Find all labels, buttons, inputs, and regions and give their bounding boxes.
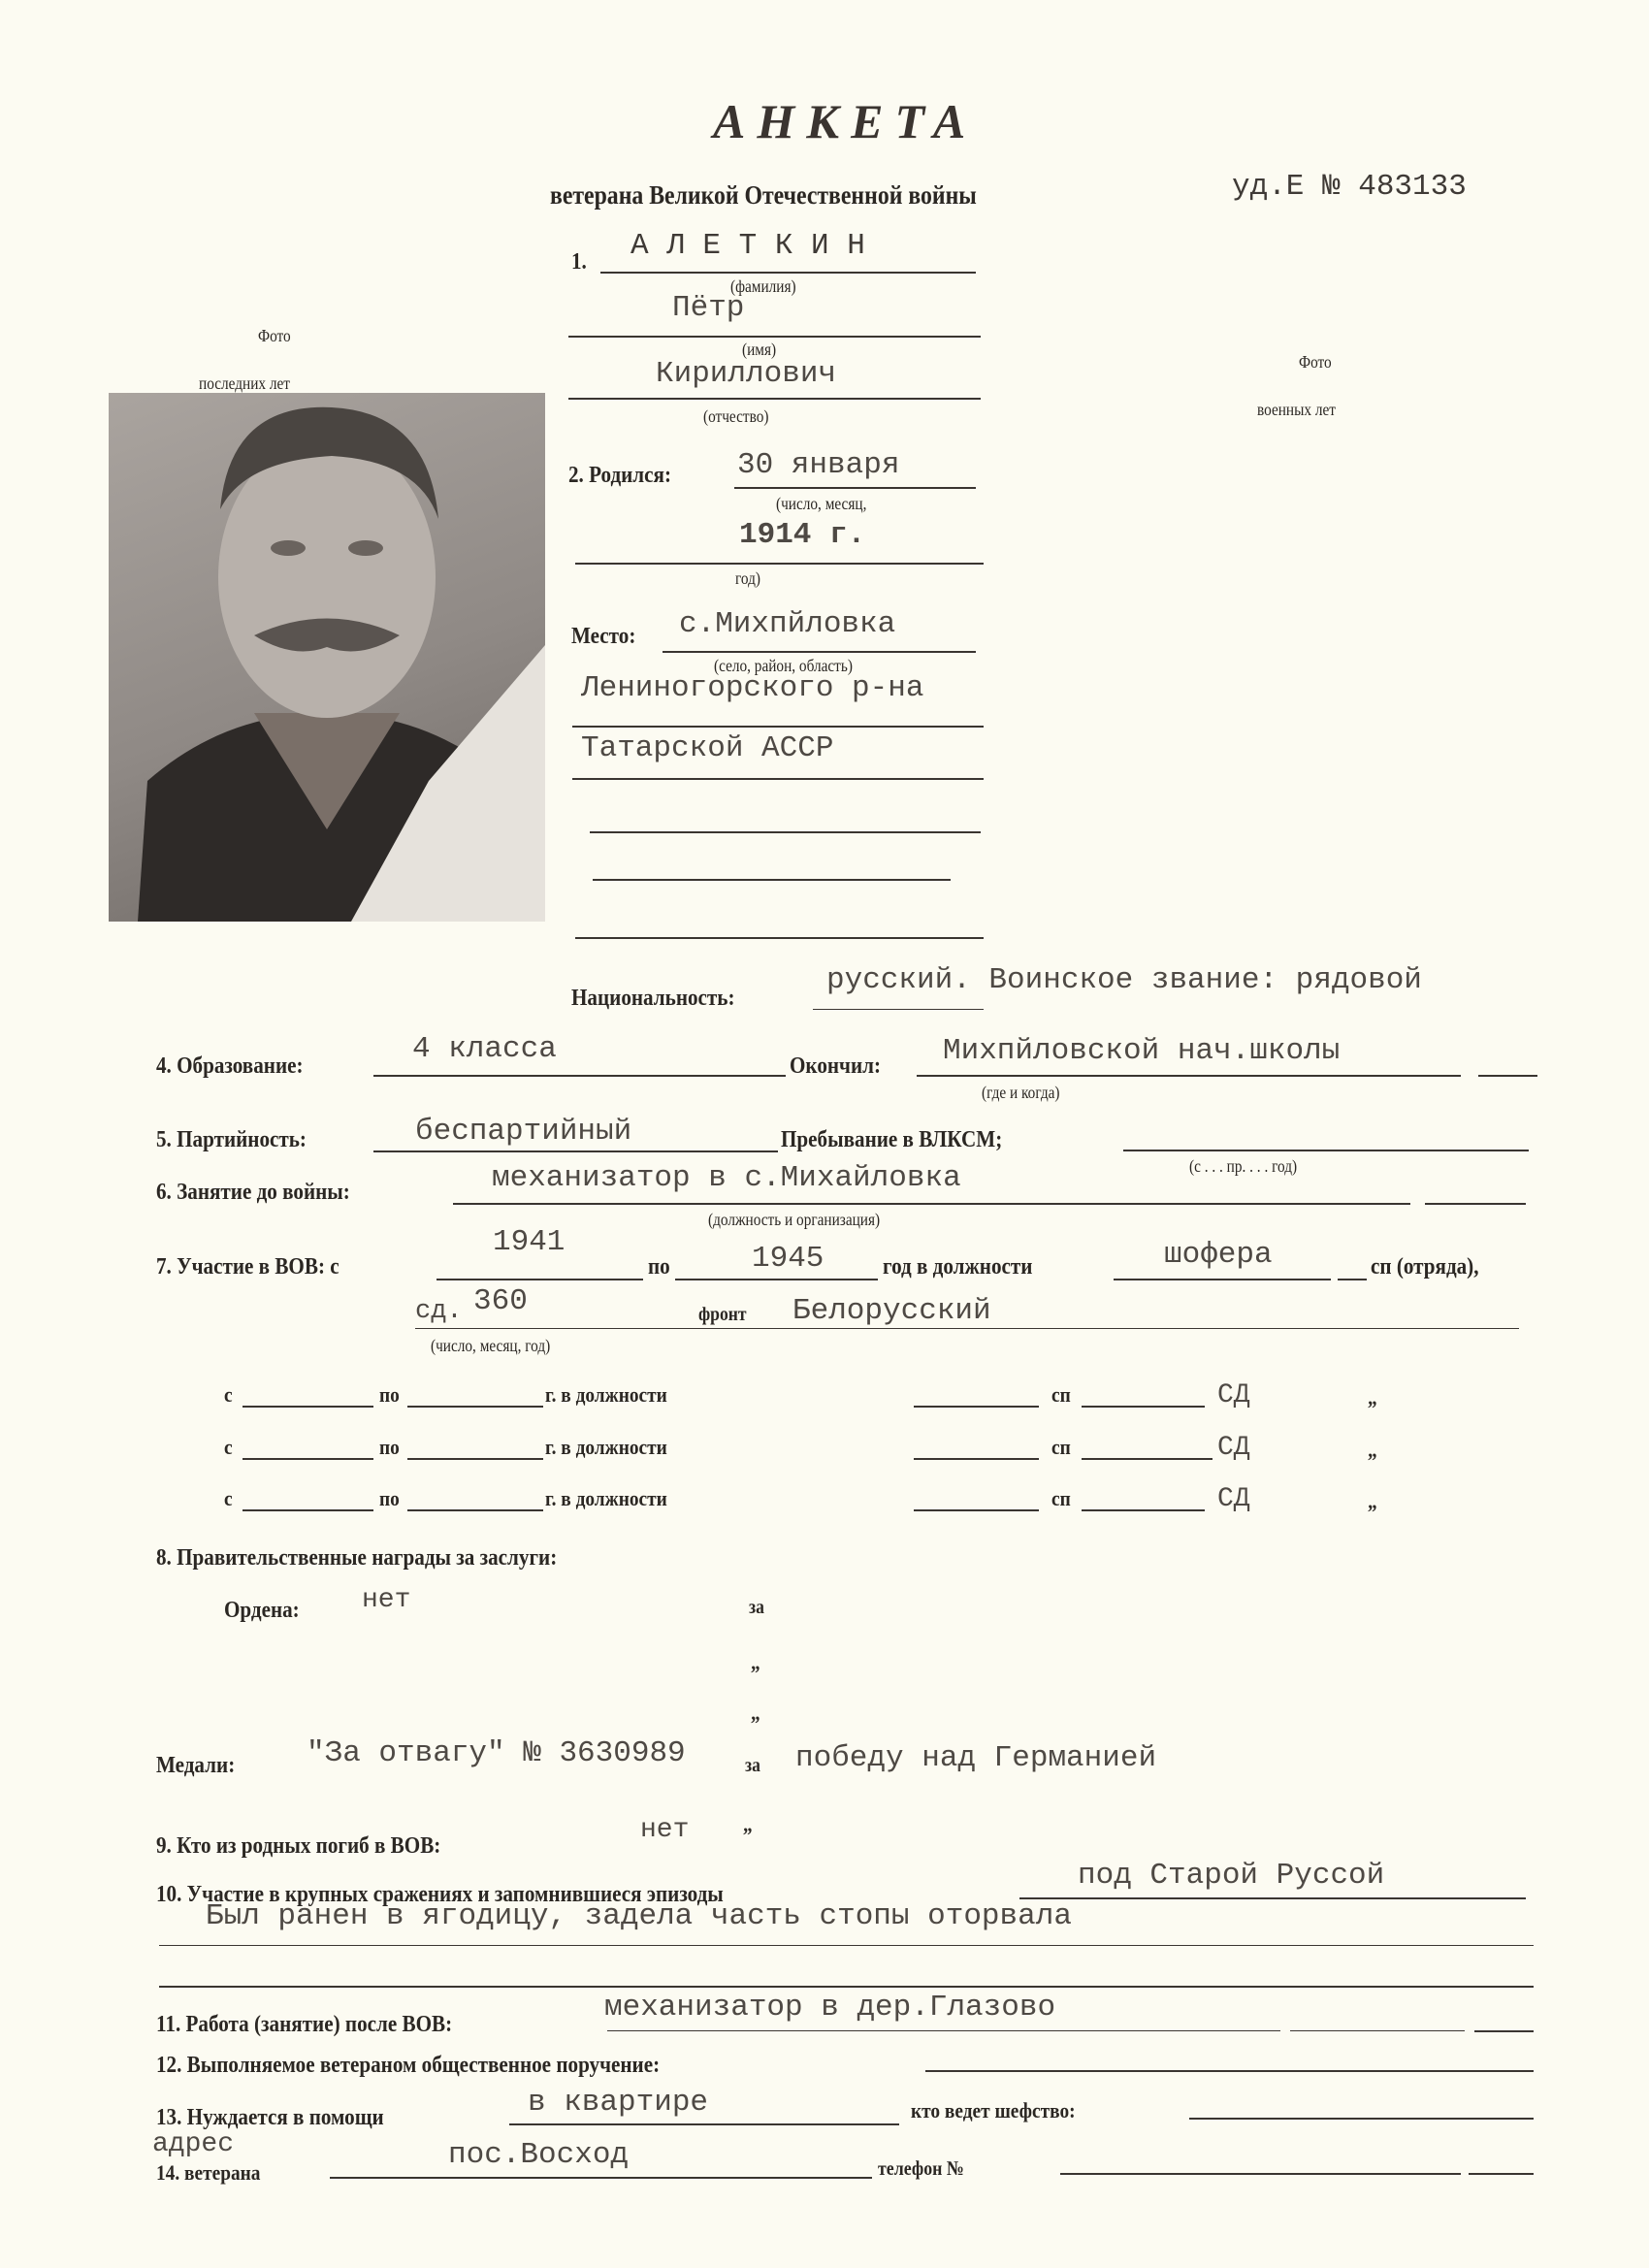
row-position-label: г. в должности xyxy=(545,1486,667,1510)
education-field[interactable]: 4 класса xyxy=(412,1032,557,1066)
field-underline xyxy=(415,1328,1519,1329)
ww2-position-field[interactable]: шофера xyxy=(1164,1238,1273,1272)
field-underline xyxy=(407,1509,543,1511)
medals-za: за xyxy=(745,1755,760,1776)
field-underline xyxy=(373,1150,778,1152)
education-label: 4. Образование: xyxy=(156,1053,304,1079)
field-underline xyxy=(242,1406,373,1408)
phone-label: телефон № xyxy=(878,2156,964,2180)
row-sp-label: сп xyxy=(1051,1486,1071,1510)
field-underline xyxy=(914,1509,1039,1511)
finished-hint: (где и когда) xyxy=(982,1083,1060,1102)
nationality-label: Национальность: xyxy=(571,986,735,1011)
medal-2-field[interactable]: победу над Германией xyxy=(795,1741,1157,1775)
birth-year-field[interactable]: 1914 г. xyxy=(739,518,866,552)
field-underline xyxy=(1189,2118,1534,2120)
photo-recent-label-2: последних лет xyxy=(199,373,290,393)
field-underline xyxy=(675,1279,878,1280)
place-field-1[interactable]: с.Михпйловка xyxy=(679,607,896,641)
row-sd-label: СД xyxy=(1217,1484,1250,1514)
finished-field[interactable]: Михпйловской нач.школы xyxy=(943,1034,1341,1068)
field-underline xyxy=(1082,1458,1212,1460)
row-position-label: г. в должности xyxy=(545,1435,667,1459)
field-underline xyxy=(663,651,976,653)
field-underline xyxy=(1290,2030,1465,2031)
relatives-lost-field[interactable]: нет xyxy=(640,1815,690,1845)
birth-date-field[interactable]: 30 января xyxy=(737,448,900,482)
address-field[interactable]: пос.Восход xyxy=(448,2138,630,2172)
field-underline xyxy=(734,487,976,489)
birth-date-hint: (число, месяц, xyxy=(776,494,867,513)
field-underline xyxy=(568,398,981,400)
medal-1-field[interactable]: "За отвагу" № 3630989 xyxy=(307,1736,686,1770)
row-from-label: с xyxy=(224,1486,233,1510)
row-from-label: с xyxy=(224,1435,233,1459)
field-underline xyxy=(572,778,984,780)
field-underline xyxy=(1469,2173,1534,2175)
ww2-label: 7. Участие в ВОВ: с xyxy=(156,1254,340,1280)
name-field[interactable]: Пётр xyxy=(672,291,745,325)
field-underline xyxy=(407,1458,543,1460)
ww2-position-label: год в должности xyxy=(883,1254,1033,1280)
field-underline xyxy=(436,1279,643,1280)
field-underline xyxy=(453,1203,1410,1205)
prewar-job-label: 6. Занятие до войны: xyxy=(156,1180,350,1205)
row-from-label: с xyxy=(224,1382,233,1407)
orders-ditto-1: „ xyxy=(751,1650,760,1674)
needs-help-label: 13. Нуждается в помощи xyxy=(156,2105,384,2130)
finished-label: Окончил: xyxy=(790,1053,882,1079)
relatives-ditto: „ xyxy=(743,1812,753,1836)
field-underline xyxy=(1425,1203,1526,1205)
medals-label: Медали: xyxy=(156,1753,236,1778)
party-label: 5. Партийность: xyxy=(156,1127,307,1152)
orders-label: Ордена: xyxy=(224,1598,300,1623)
field-underline xyxy=(1060,2173,1461,2175)
form-title: АНКЕТА xyxy=(713,94,978,148)
battles-label: 10. Участие в крупных сражениях и запомнившиеся эпизоды xyxy=(156,1882,724,1907)
field-underline xyxy=(914,1458,1039,1460)
place-field-2[interactable]: Лениногорского р-на xyxy=(581,671,924,705)
field-underline xyxy=(1082,1509,1205,1511)
field-underline xyxy=(575,563,984,565)
veteran-photo xyxy=(109,393,545,922)
address-prefix: адрес xyxy=(152,2129,235,2159)
field-underline xyxy=(242,1509,373,1511)
place-field-3[interactable]: Татарской АССР xyxy=(581,731,834,765)
field-underline xyxy=(568,336,981,338)
prewar-job-hint: (должность и организация) xyxy=(708,1210,881,1229)
field-underline xyxy=(159,1986,1534,1988)
row-position-label: г. в должности xyxy=(545,1382,667,1407)
row-sp-label: сп xyxy=(1051,1382,1071,1407)
ww2-unit-label: сп (отряда), xyxy=(1371,1254,1479,1280)
party-field[interactable]: беспартийный xyxy=(415,1115,632,1149)
name-hint: (имя) xyxy=(742,340,777,359)
place-hint: (село, район, область) xyxy=(714,656,853,675)
ww2-from-field[interactable]: 1941 xyxy=(493,1225,566,1259)
ww2-to-label: по xyxy=(648,1254,670,1280)
row-to-label: по xyxy=(379,1382,400,1407)
place-label: Место: xyxy=(571,624,636,649)
field-underline xyxy=(813,1009,984,1010)
field-underline xyxy=(607,2030,1280,2031)
birth-year-hint: год) xyxy=(735,568,760,588)
field-underline xyxy=(1478,1075,1537,1077)
id-number: уд.Е № 483133 xyxy=(1232,170,1467,204)
row-ditto: „ xyxy=(1368,1438,1377,1462)
form-subtitle: ветерана Великой Отечественной войны xyxy=(550,180,977,210)
field-underline xyxy=(925,2070,1534,2072)
orders-ditto-2: „ xyxy=(751,1701,760,1725)
needs-help-field[interactable]: в квартире xyxy=(528,2086,709,2120)
field-underline xyxy=(509,2123,899,2125)
row-to-label: по xyxy=(379,1435,400,1459)
vlksm-label: Пребывание в ВЛКСМ; xyxy=(781,1127,1003,1152)
surname-field[interactable]: А Л Е Т К И Н xyxy=(630,229,865,263)
ww2-to-field[interactable]: 1945 xyxy=(752,1242,824,1276)
field-underline xyxy=(917,1075,1461,1077)
postwar-job-label: 11. Работа (занятие) после ВОВ: xyxy=(156,2012,453,2037)
row-ditto: „ xyxy=(1368,1385,1377,1409)
battles-field-2[interactable]: Был ранен в ягодицу, задела часть стопы оторвала xyxy=(206,1899,1072,1933)
field-underline xyxy=(330,2177,872,2179)
field-underline xyxy=(575,937,984,939)
field-underline xyxy=(1338,1279,1367,1280)
photo-military-label: Фото xyxy=(1299,352,1332,372)
field-underline xyxy=(1474,2030,1534,2032)
orders-field[interactable]: нет xyxy=(362,1585,411,1615)
ww2-hint: (число, месяц, год) xyxy=(431,1336,551,1355)
field-underline xyxy=(373,1075,786,1077)
field-underline xyxy=(242,1458,373,1460)
field-underline xyxy=(572,726,984,728)
battles-field-1[interactable]: под Старой Руссой xyxy=(1078,1859,1385,1893)
division-field[interactable]: 360 xyxy=(473,1284,528,1318)
public-duty-label: 12. Выполняемое ветераном общественное поручение: xyxy=(156,2053,661,2078)
photo-recent-label: Фото xyxy=(258,326,291,345)
surname-hint: (фамилия) xyxy=(730,276,796,296)
patronymic-hint: (отчество) xyxy=(703,406,769,426)
field-underline xyxy=(1114,1279,1331,1280)
orders-za: за xyxy=(749,1597,764,1618)
field-underline xyxy=(1123,1150,1529,1151)
field-underline xyxy=(407,1406,543,1408)
field-underline xyxy=(600,272,976,274)
field-underline xyxy=(159,1945,1534,1946)
field-underline xyxy=(593,879,951,881)
q1-number: 1. xyxy=(571,249,587,275)
photo-military-label-2: военных лет xyxy=(1257,400,1337,419)
row-ditto: „ xyxy=(1368,1489,1377,1513)
field-underline xyxy=(914,1406,1039,1408)
postwar-job-field[interactable]: механизатор в дер.Глазово xyxy=(604,1991,1056,2025)
division-label: сд. xyxy=(415,1297,463,1326)
row-sd-label: СД xyxy=(1217,1380,1250,1410)
field-underline xyxy=(1019,1897,1526,1899)
row-sp-label: сп xyxy=(1051,1435,1071,1459)
row-sd-label: СД xyxy=(1217,1433,1250,1463)
field-underline xyxy=(1082,1406,1205,1408)
front-label: фронт xyxy=(698,1304,747,1325)
address-label: 14. ветерана xyxy=(156,2160,261,2185)
patronage-label: кто ведет шефство: xyxy=(911,2098,1076,2122)
prewar-job-field[interactable]: механизатор в с.Михайловка xyxy=(492,1161,961,1195)
front-field[interactable]: Белорусский xyxy=(792,1294,991,1328)
nationality-field[interactable]: русский. Воинское звание: рядовой xyxy=(826,963,1422,997)
patronymic-field[interactable]: Кириллович xyxy=(656,357,837,391)
q2-label: 2. Родился: xyxy=(568,463,671,488)
awards-label: 8. Правительственные награды за заслуги: xyxy=(156,1545,558,1571)
row-to-label: по xyxy=(379,1486,400,1510)
field-underline xyxy=(590,831,981,833)
vlksm-hint: (с . . . пр. . . . год) xyxy=(1189,1156,1298,1176)
relatives-lost-label: 9. Кто из родных погиб в ВОВ: xyxy=(156,1833,441,1859)
